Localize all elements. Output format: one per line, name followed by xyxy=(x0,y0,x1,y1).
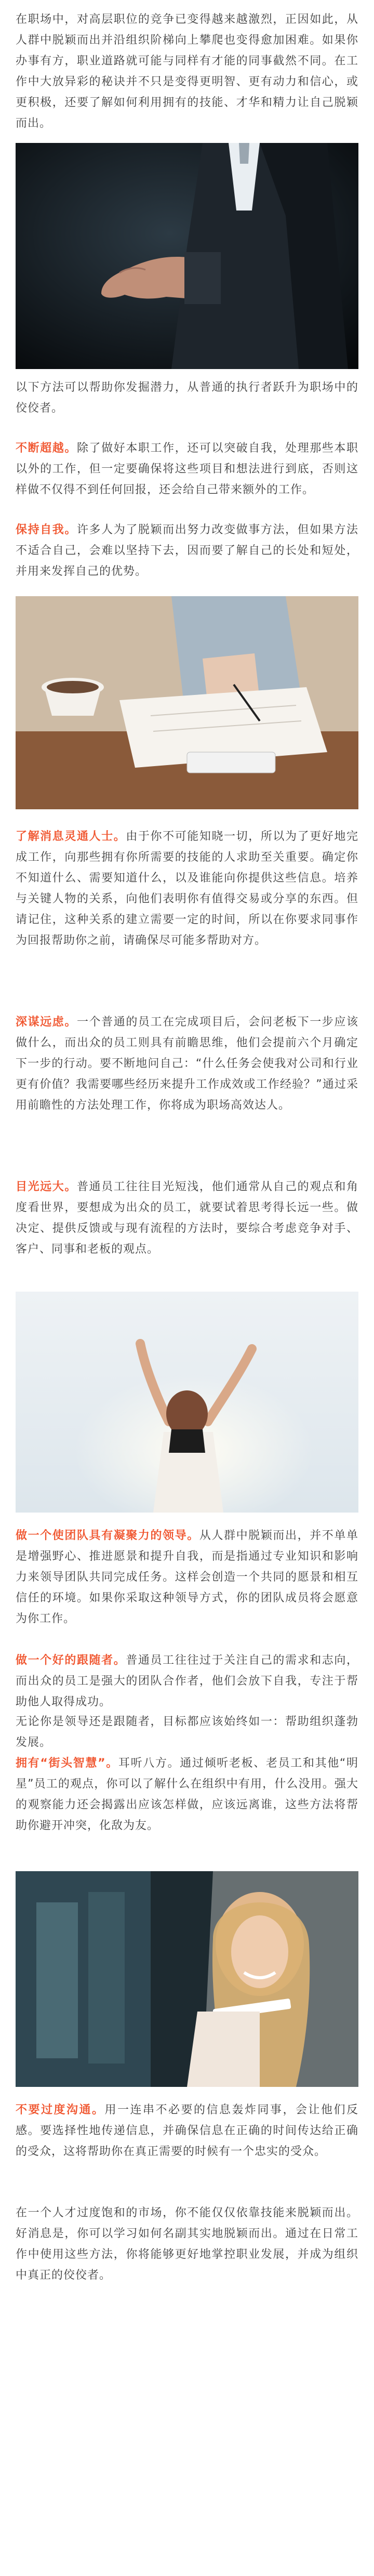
section-street-smart xyxy=(16,1753,358,1836)
section-body: 由于你不可能知晓一切，所以为了更好地完成工作，向那些拥有你所需要的技能的人求助至关重要。确定你不知道什么、需要知道什么，以及谁能向你提供这些信息。培养与关键人物的关系，向他们表明你有值得交易或分享的东西。但请记住，这种关系的建立需要一定的时间，所以在你要求同事作为回报帮助你之前，请确保尽可能多帮助对方。 xyxy=(16,830,358,947)
section-cohesive-leader xyxy=(16,1526,358,1629)
section-body: 普通员工往往过于关注自己的需求和志向，而出众的员工是强大的团队合作者，他们会放下自我，专注于帮助他人取得成功。 xyxy=(16,1654,358,1708)
section-no-overcommunicate xyxy=(16,2100,358,2162)
section-title: 做一个好的跟随者。 xyxy=(16,1654,126,1667)
writing-desk-photo xyxy=(16,596,358,809)
methods-intro: 以下方法可以帮助你发掘潜力，从普通的执行者跃升为职场中的佼佼者。 xyxy=(16,381,358,415)
section-title: 深谋远虑。 xyxy=(16,1016,77,1029)
woman-raising-arms-image xyxy=(16,1292,358,1513)
section-body: 普通员工往往目光短浅，他们通常从自己的观点和角度看世界，要想成为出众的员工，就要试着思考得长远一些。做决定、提供反馈或与现有流程的方法时，要综合考虑竞争对手、客户、同事和老板的观点。 xyxy=(16,1180,358,1256)
section-know-informed xyxy=(16,826,358,951)
section-title: 不断超越。 xyxy=(16,442,77,455)
section-body: 一个普通的员工在完成项目后，会问老板下一步应该做什么，而出众的员工则具有前瞻思维，他们会提前六个月确定下一步的行动。要不断地问自己：“什么任务会使我对公司和行业更有价值？我需要哪些经历来提升工作成效或工作经验？”通过采用前瞻性的方法处理工作，你将成为职场高效达人。 xyxy=(16,1016,358,1112)
follower-goal: 无论你是领导还是跟随者，目标都应该始终如一：帮助组织蓬勃发展。 xyxy=(16,1715,358,1749)
section-title: 了解消息灵通人士。 xyxy=(16,830,126,843)
handshake-photo xyxy=(16,143,358,369)
section-exceed xyxy=(16,438,358,501)
section-title: 目光远大。 xyxy=(16,1180,77,1193)
conclusion-paragraph: 在一个人才过度饱和的市场，你不能仅仅依靠技能来脱颖而出。好消息是，你可以学习如何名副其实地脱颖而出。通过在日常工作中使用这些方法，你将能够更好地掌控职业发展，并成为组织中真正的佼佼者。 xyxy=(16,2206,358,2282)
tablet-woman-photo xyxy=(16,1871,358,2087)
section-body: 耳听八方。通过倾听老板、老员工和其他“明星”员工的观点，你可以了解什么在组织中有用，什么没用。强大的观察能力还会揭露出应该怎样做，应该远离谁，这些方法将帮助你避开冲突，化敌为友。 xyxy=(16,1757,358,1832)
writing-notebook-image xyxy=(16,596,358,809)
section-good-follower xyxy=(16,1650,358,1713)
section-plan-ahead xyxy=(16,1012,358,1116)
celebration-photo xyxy=(16,1292,358,1513)
section-title: 保持自我。 xyxy=(16,523,77,536)
section-body: 许多人为了脱颖而出努力改变做事方法，但如果方法不适合自己，会难以坚持下去，因而要了解自己的长处和短处，并用来发挥自己的优势。 xyxy=(16,523,358,578)
businessman-handshake-image xyxy=(16,143,358,369)
woman-with-tablet-image xyxy=(16,1871,358,2087)
section-body: 用一连串不必要的信息轰炸同事，会让他们反感。要选择性地传递信息，并确保信息在正确的时间传达给正确的受众，这将帮助你在真正需要的时候有一个忠实的受众。 xyxy=(16,2104,358,2158)
section-title: 拥有“街头智慧”。 xyxy=(16,1757,118,1770)
section-body: 除了做好本职工作，还可以突破自我，处理那些本职以外的工作，但一定要确保将这些项目和想法进行到底，否则这样做不仅得不到任何回报，还会给自己带来额外的工作。 xyxy=(16,442,358,496)
section-body: 从人群中脱颖而出，并不单单是增强野心、推进愿景和提升自我，而是指通过专业知识和影响力来领导团队共同完成任务。这样会创造一个共同的愿景和相互信任的环境。如果你采取这种领导方式，你的团队成员将会愿意为你工作。 xyxy=(16,1529,358,1625)
section-title: 做一个使团队具有凝聚力的领导。 xyxy=(16,1529,199,1542)
section-vision xyxy=(16,1177,358,1260)
section-be-yourself xyxy=(16,520,358,582)
section-title: 不要过度沟通。 xyxy=(16,2104,105,2117)
intro-paragraph: 在职场中，对高层职位的竞争已变得越来越激烈，正因如此，从人群中脱颖而出并沿组织阶梯向上攀爬也变得愈加困难。如果你办事有方，职业道路就可能与同样有才能的同事截然不同。在工作中大放异彩的秘诀并不只是变得更明智、更有动力和信心，或更积极，还要了解如何利用拥有的技能、才华和精力让自己脱颖而出。 xyxy=(16,13,358,130)
